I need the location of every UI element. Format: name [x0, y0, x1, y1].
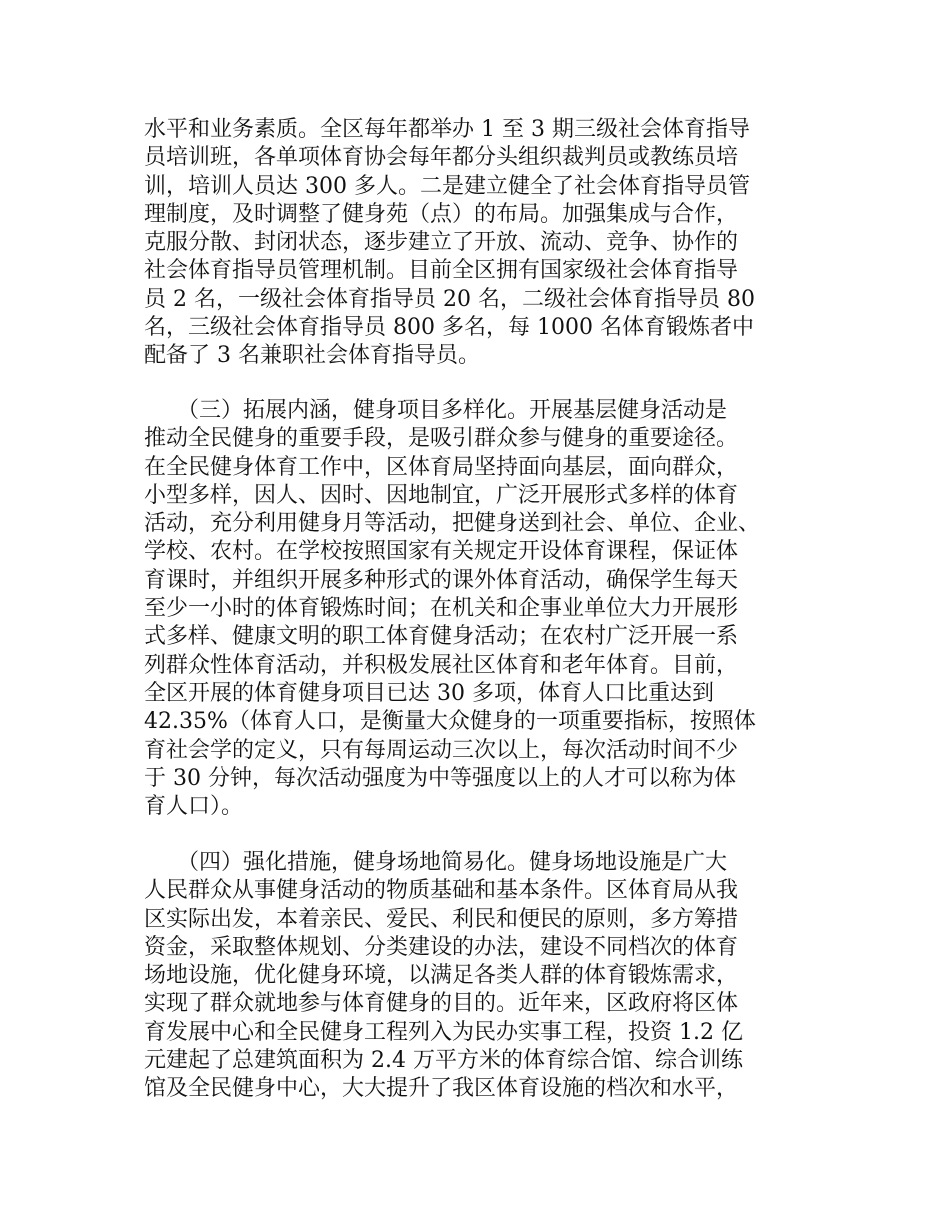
text-line: 推动全民健身的重要手段，是吸引群众参与健身的重要途径。	[144, 426, 739, 452]
text-line: 人民群众从事健身活动的物质基础和基本条件。区体育局从我	[144, 878, 739, 904]
text-line: （四）强化措施，健身场地简易化。健身场地设施是广大	[144, 850, 728, 875]
text-line: 育发展中心和全民健身工程列入为民办实事工程，投资 1.2 亿	[144, 1019, 743, 1045]
paragraph-training-and-management	[144, 116, 834, 371]
text-line: 员 2 名，一级社会体育指导员 20 名，二级社会体育指导员 80	[144, 286, 755, 312]
text-line: 至少一小时的体育锻炼时间；在机关和企事业单位大力开展形	[144, 596, 739, 622]
text-line: 小型多样，因人、因时、因地制宜，广泛开展形式多样的体育	[144, 482, 739, 508]
text-line: 育人口）。	[144, 794, 244, 820]
text-line: 于 30 分钟，每次活动强度为中等强度以上的人才可以称为体	[144, 765, 736, 791]
text-line: 配备了 3 名兼职社会体育指导员。	[144, 343, 480, 369]
text-line: 在全民健身体育工作中，区体育局坚持面向基层，面向群众，	[144, 454, 739, 480]
paragraph-fitness-venue-simplification	[144, 849, 834, 1104]
text-line: 学校、农村。在学校按照国家有关规定开设体育课程，保证体	[144, 539, 739, 565]
text-line: 水平和业务素质。全区每年都举办 1 至 3 期三级社会体育指导	[144, 117, 750, 142]
paragraph-fitness-program-diversification	[144, 397, 834, 821]
text-line: 馆及全民健身中心，大大提升了我区体育设施的档次和水平，	[144, 1076, 739, 1102]
text-line: 育课时，并组织开展多种形式的课外体育活动，确保学生每天	[144, 567, 739, 593]
text-line: 克服分散、封闭状态，逐步建立了开放、流动、竞争、协作的	[144, 230, 739, 256]
text-line: 区实际出发，本着亲民、爱民、利民和便民的原则，多方筹措	[144, 906, 739, 932]
text-line: 全区开展的体育健身项目已达 30 多项，体育人口比重达到	[144, 680, 714, 706]
text-line: 实现了群众就地参与体育健身的目的。近年来，区政府将区体	[144, 991, 739, 1017]
text-line: 元建起了总建筑面积为 2.4 万平方米的体育综合馆、综合训练	[144, 1048, 743, 1074]
text-line: 理制度，及时调整了健身苑（点）的布局。加强集成与合作，	[144, 201, 739, 227]
text-line: 训，培训人员达 300 多人。二是建立健全了社会体育指导员管	[144, 173, 750, 199]
text-line: 育社会学的定义，只有每周运动三次以上，每次活动时间不少	[144, 737, 739, 763]
text-line: 场地设施，优化健身环境，以满足各类人群的体育锻炼需求，	[144, 963, 739, 989]
text-line: （三）拓展内涵，健身项目多样化。开展基层健身活动是	[144, 398, 728, 423]
text-line: 名，三级社会体育指导员 800 多名，每 1000 名体育锻炼者中	[144, 315, 754, 341]
text-line: 式多样、健康文明的职工体育健身活动；在农村广泛开展一系	[144, 624, 739, 650]
text-line: 42.35%（体育人口，是衡量大众健身的一项重要指标，按照体	[144, 709, 756, 735]
text-line: 社会体育指导员管理机制。目前全区拥有国家级社会体育指导	[144, 258, 739, 284]
text-line: 员培训班，各单项体育协会每年都分头组织裁判员或教练员培	[144, 145, 739, 171]
text-line: 列群众性体育活动，并积极发展社区体育和老年体育。目前，	[144, 652, 739, 678]
text-line: 资金，采取整体规划、分类建设的办法，建设不同档次的体育	[144, 934, 739, 960]
text-line: 活动，充分利用健身月等活动，把健身送到社会、单位、企业、	[144, 511, 761, 537]
